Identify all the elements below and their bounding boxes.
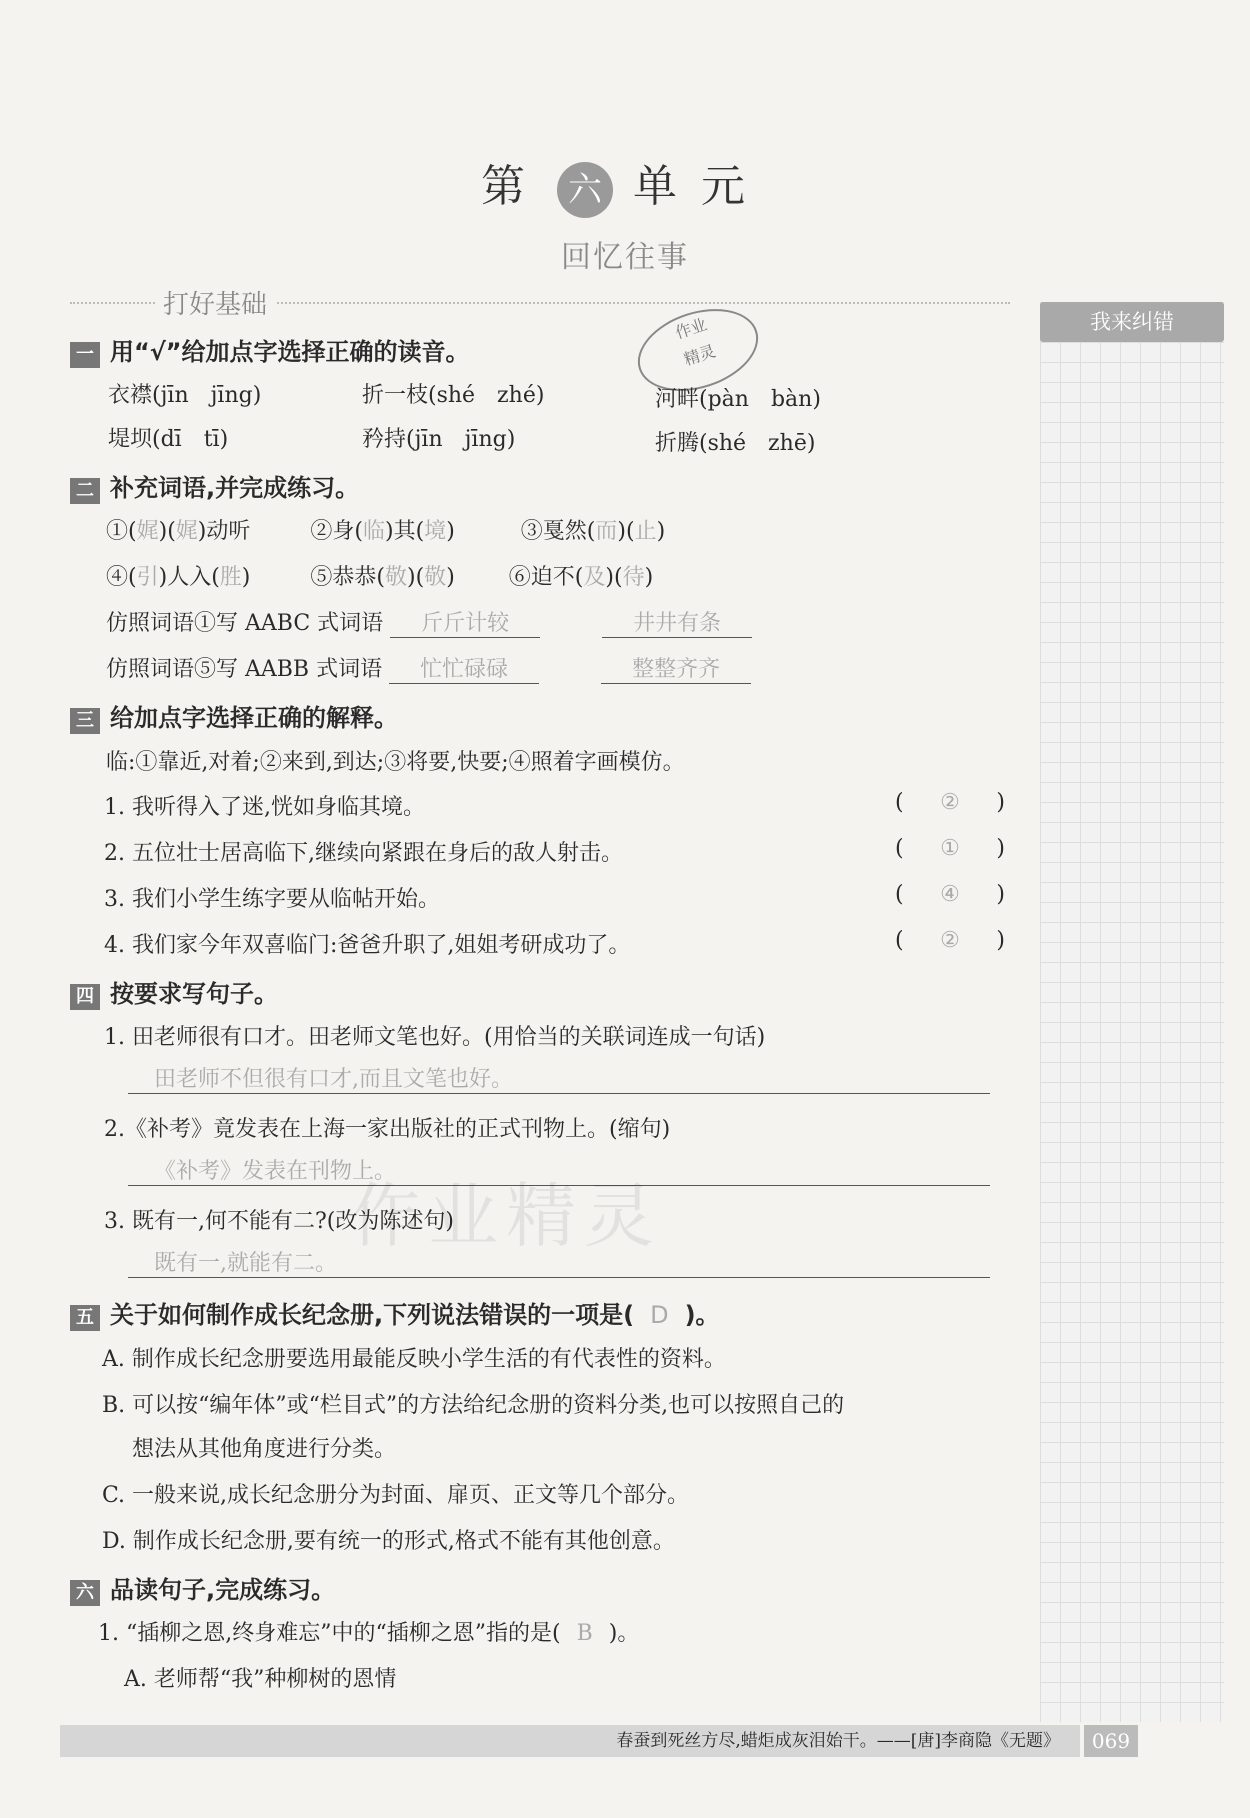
title-char-yuan: 元 <box>701 161 769 212</box>
section-title: 给加点字选择正确的解释。 <box>110 704 398 732</box>
answer-line: 既有一,就能有二。 <box>128 1246 990 1278</box>
question-item: 3. 我们小学生练字要从临帖开始。 <box>104 887 440 912</box>
answer-paren: ( ② ) <box>895 790 1005 815</box>
pinyin-item: 堤坝(dī tī) <box>108 427 229 452</box>
aabb-practice: 仿照词语⑤写 AABB 式词语 忙忙碌碌 整整齐齐 <box>106 652 751 684</box>
idiom-row-2: ④(引)人入(胜) ⑤恭恭(敬)(敬) ⑥迫不(及)(待) <box>106 565 654 590</box>
section-title: 补充词语,并完成练习。 <box>110 474 360 502</box>
unit-number-badge: 六 <box>557 162 613 218</box>
watermark: 作业精灵 <box>350 1175 662 1257</box>
answer-blank: 整整齐齐 <box>601 652 751 684</box>
choice-answer: B <box>576 1621 593 1646</box>
aabc-practice: 仿照词语①写 AABC 式词语 斤斤计较 井井有条 <box>106 606 752 638</box>
title-char-dan: 单 <box>633 161 701 212</box>
choice-answer: D <box>650 1301 669 1329</box>
pinyin-item: 衣襟(jīn jīng) <box>108 383 262 408</box>
question-item: 1. 我听得入了迷,恍如身临其境。 <box>104 795 425 820</box>
footer-quote: 春蚕到死丝方尽,蜡炬成灰泪始干。——[唐]李商隐《无题》 <box>60 1725 1080 1757</box>
option-b-cont: 想法从其他角度进行分类。 <box>132 1437 397 1462</box>
answer-blank: 斤斤计较 <box>390 606 540 638</box>
pinyin-item: 折腾(shé zhē) <box>655 431 816 456</box>
answer-line: 《补考》发表在刊物上。 <box>128 1154 990 1186</box>
section-title: 用“√”给加点字选择正确的读音。 <box>110 338 470 366</box>
option-b: B. 可以按“编年体”或“栏目式”的方法给纪念册的资料分类,也可以按照自己的 <box>102 1393 845 1418</box>
section-1-heading <box>70 332 470 368</box>
section-number: 四 <box>70 984 100 1010</box>
title-char-di: 第 <box>481 161 549 212</box>
option-a: A. 制作成长纪念册要选用最能反映小学生活的有代表性的资料。 <box>102 1347 726 1372</box>
basics-label: 打好基础 <box>155 284 275 321</box>
answer-paren: ( ② ) <box>895 928 1005 953</box>
question-item: 2. 五位壮士居高临下,继续向紧跟在身后的敌人射击。 <box>104 841 623 866</box>
answer-paren: ( ④ ) <box>895 882 1005 907</box>
idiom-row-1: ①(娓)(娓)动听 ②身(临)其(境) ③戛然(而)(止) <box>106 519 666 544</box>
unit-subtitle: 回忆往事 <box>561 240 689 275</box>
section-3-heading <box>70 698 398 734</box>
question-item: 2.《补考》竟发表在上海一家出版社的正式刊物上。(缩句) <box>104 1117 671 1142</box>
basics-divider <box>70 290 1010 320</box>
stamp-line1: 作业 <box>672 314 710 343</box>
question-item: 1. 田老师很有口才。田老师文笔也好。(用恰当的关联词连成一句话) <box>104 1025 766 1050</box>
pinyin-item: 河畔(pàn bàn) <box>655 387 821 412</box>
question-item: 4. 我们家今年双喜临门:爸爸升职了,姐姐考研成功了。 <box>104 933 631 958</box>
section-title: 品读句子,完成练习。 <box>110 1576 336 1604</box>
section-title: 按要求写句子。 <box>110 980 278 1008</box>
pinyin-item: 折一枝(shé zhé) <box>362 383 545 408</box>
option-d: D. 制作成长纪念册,要有统一的形式,格式不能有其他创意。 <box>102 1529 675 1554</box>
question-item: 3. 既有一,何不能有二?(改为陈述句) <box>104 1209 454 1234</box>
section-number: 三 <box>70 708 100 734</box>
question-item: 1. “插柳之恩,终身难忘”中的“插柳之恩”指的是( B )。 <box>98 1621 640 1646</box>
section-number: 五 <box>70 1305 100 1331</box>
option-c: C. 一般来说,成长纪念册分为封面、扉页、正文等几个部分。 <box>102 1483 690 1508</box>
answer-blank: 井井有条 <box>602 606 752 638</box>
section-number: 一 <box>70 342 100 368</box>
sidebar-title: 我来纠错 <box>1040 302 1224 342</box>
section-5-heading: 五 关于如何制作成长纪念册,下列说法错误的一项是( D )。 <box>70 1295 720 1331</box>
stamp-line2: 精灵 <box>681 341 718 370</box>
section-number: 二 <box>70 478 100 504</box>
section-4-heading <box>70 974 278 1010</box>
answer-paren: ( ① ) <box>895 836 1005 861</box>
unit-title <box>0 150 1250 218</box>
section-number: 六 <box>70 1580 100 1606</box>
option-a: A. 老师帮“我”种柳树的恩情 <box>124 1667 397 1692</box>
definition-line: 临:①靠近,对着;②来到,到达;③将要,快要;④照着字画模仿。 <box>106 750 685 775</box>
answer-blank: 忙忙碌碌 <box>389 652 539 684</box>
section-2-heading <box>70 468 359 504</box>
correction-grid <box>1040 302 1224 1722</box>
pinyin-item: 矜持(jīn jīng) <box>362 427 516 452</box>
answer-line: 田老师不但很有口才,而且文笔也好。 <box>128 1062 990 1094</box>
section-6-heading <box>70 1570 335 1606</box>
section-title: 关于如何制作成长纪念册,下列说法错误的一项是( <box>110 1301 635 1329</box>
page-number: 069 <box>1084 1725 1138 1757</box>
